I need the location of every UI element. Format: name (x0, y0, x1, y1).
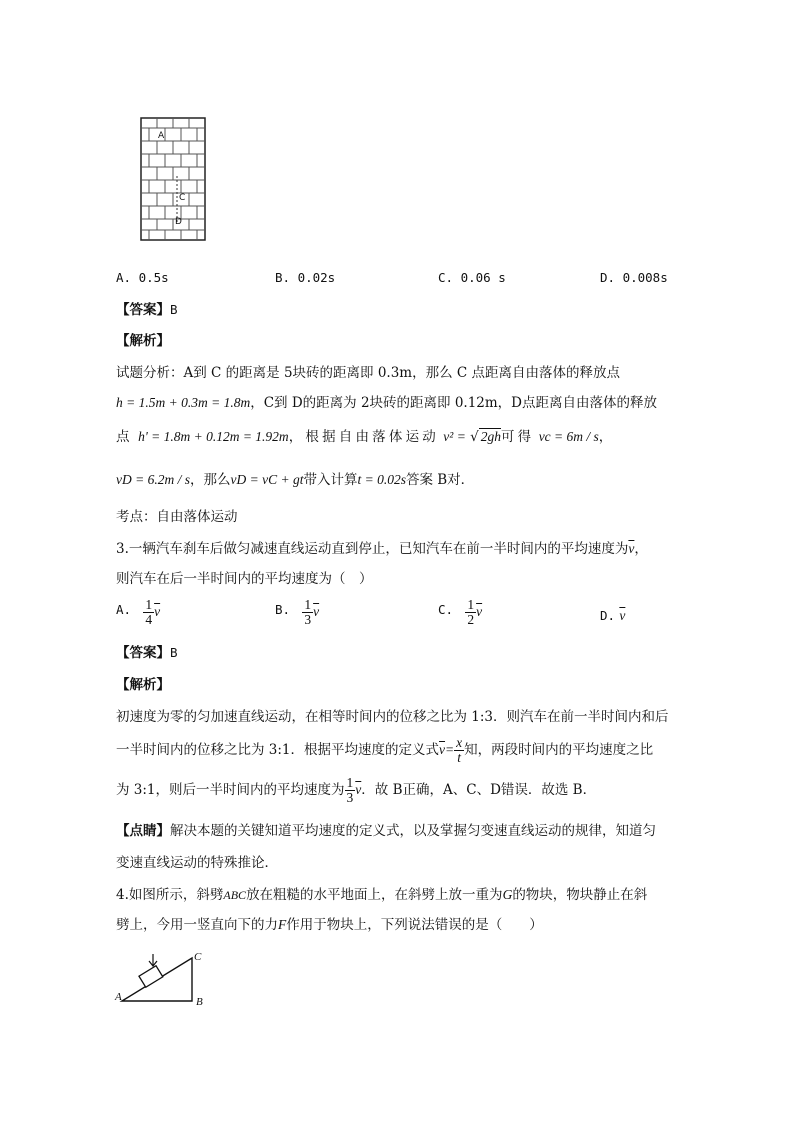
q3-stem-pre: 3.一辆汽车刹车后做匀减速直线运动直到停止，已知汽车在前一半时间内的平均速度为 (116, 541, 629, 557)
q3-line2-eq: = (445, 742, 455, 757)
q3-dianjing-line2: 变速直线运动的特殊推论． (116, 855, 278, 871)
q3-analysis-line3 (116, 776, 596, 812)
q3-option-c-label: C. (438, 602, 454, 617)
q2-t: t = 0.02s (357, 472, 406, 487)
q2-analysis-line3: 点 h' = 1.8m + 0.12m = 1.92m，根据自由落体运动 v² = √ 2gh可得 vc = 6m / s， (116, 429, 613, 445)
q2-line4-mid2: 带入计算 (303, 472, 358, 488)
vertex-c-label: C (194, 951, 202, 963)
q3-vbar: $\overline{v}$ (628, 541, 635, 556)
q2-vd-eq: vD = vC + gt (230, 472, 304, 487)
point-c-label: C (179, 193, 186, 203)
q2-line3-pre: 点 (116, 429, 130, 445)
q2-analysis-line4 (116, 469, 474, 491)
q2-math-h-prime: h' = 1.8m + 0.12m = 1.92m (138, 429, 289, 444)
answer-label: 【答案】 (116, 302, 170, 318)
q2-line4-mid: ，那么 (189, 472, 231, 488)
q4-stem-pre: 4.如图所示，斜劈 (116, 887, 224, 903)
q3-option-a (116, 598, 160, 638)
q3-stem-line1 (116, 538, 648, 560)
q4-stem2-post: 作用于物块上，下列说法错误的是（ ） (286, 917, 543, 933)
q2-analysis-line1: 试题分析：A到 C 的距离是 5块砖的距离即 0.3m，那么 C 点距离自由落体的释放点 (116, 365, 621, 381)
q3-option-b (275, 598, 319, 638)
q3-line3-den: 3 (346, 790, 354, 805)
q2-line2-text: ，C到 D的距离为 2块砖的距离即 0.12m，D点距离自由落体的释放 (250, 395, 658, 411)
q2-formula-lhs: v² = (443, 429, 466, 444)
q4-g: G (502, 887, 513, 902)
q3-c-num: 1 (467, 597, 475, 612)
q3-line3-pre: 为 3:1，则后一半时间内的平均速度为 (116, 782, 345, 798)
point-d-label: D (175, 217, 182, 227)
q3-option-d (600, 608, 625, 624)
q3-option-c (438, 598, 482, 638)
q3-line3-post: ．故 B正确，A、C、D错误．故选 B． (361, 782, 597, 798)
q3-a-den: 4 (145, 612, 153, 627)
q3-line2-num: x (456, 735, 463, 750)
q2-option-d: D. 0.008s (600, 270, 668, 285)
block-shape (139, 966, 163, 988)
q2-option-b: B. 0.02s (275, 270, 336, 285)
q3-a-num: 1 (145, 597, 153, 612)
q3-dianjing-text1: 解决本题的关键知道平均速度的定义式，以及掌握匀变速直线运动的规律，知道匀 (170, 823, 656, 839)
q3-option-d-label: D. (600, 608, 616, 623)
q4-stem-post: 的物块，物块静止在斜 (512, 887, 648, 903)
point-a-label: A (158, 131, 165, 141)
brick-wall-figure (136, 114, 208, 242)
q3-stem-line2: 则汽车在后一半时间内的平均速度为（ ） (116, 571, 373, 587)
q2-math-h: h = 1.5m + 0.3m = 1.8m (116, 395, 251, 410)
q3-line2-den: t (457, 750, 462, 765)
q2-vc: vc = 6m / s (538, 429, 599, 444)
answer-label: 【答案】 (116, 645, 170, 661)
vertex-b-label: B (196, 996, 203, 1008)
q3-stem-post: ， (634, 541, 648, 557)
q4-stem2-pre: 劈上，今用一竖直向下的力 (116, 917, 278, 933)
q4-stem-line1 (116, 884, 647, 906)
q3-c-var: $\overline{v}$ (476, 604, 483, 619)
q3-b-var: $\overline{v}$ (313, 604, 320, 619)
q2-analysis-line2 (116, 392, 657, 414)
q3-b-num: 1 (304, 597, 312, 612)
q2-line3-after: 可得 (500, 429, 535, 445)
q3-line2-var: $\overline{v}$ (439, 742, 446, 757)
q3-line2-post: 知，两段时间内的平均速度之比 (464, 742, 654, 758)
q2-analysis-label: 【解析】 (116, 333, 170, 349)
q3-line2-pre: 一半时间内的位移之比为 3:1．根据平均速度的定义式 (116, 742, 440, 758)
vertex-a-label: A (115, 991, 122, 1003)
q4-abc: ABC (223, 888, 247, 902)
q3-option-b-label: B. (275, 602, 291, 617)
q3-analysis-label: 【解析】 (116, 677, 170, 693)
q3-analysis-line1: 初速度为零的匀加速直线运动，在相等时间内的位移之比为 1:3．则汽车在前一半时间内和后 (116, 709, 669, 725)
q2-vd: vD = 6.2m / s (116, 472, 190, 487)
q3-a-var: $\overline{v}$ (154, 604, 161, 619)
q2-kaodian: 考点：自由落体运动 (116, 509, 238, 525)
q3-dianjing-label: 【点睛】 (116, 823, 170, 839)
answer-value: B (170, 645, 178, 660)
q3-dianjing-line1 (116, 820, 656, 842)
q3-b-den: 3 (304, 612, 312, 627)
q2-option-c: C. 0.06 s (438, 270, 506, 285)
q2-answer (116, 299, 178, 321)
q3-line3-var: $\overline{v}$ (355, 782, 362, 797)
q2-line4-end: 答案 B对． (405, 472, 475, 488)
q3-c-den: 2 (467, 612, 475, 627)
q3-option-a-label: A. (116, 602, 132, 617)
incline-figure (114, 948, 214, 1008)
answer-value: B (170, 302, 178, 317)
q3-d-var: $\overline{v}$ (619, 608, 626, 623)
q2-line3-mid: ，根据自由落体运动 (288, 429, 439, 445)
q3-line3-num: 1 (346, 775, 354, 790)
q4-f: F (278, 917, 287, 932)
q3-answer (116, 642, 178, 664)
q2-formula-sqrt: 2gh (480, 429, 501, 444)
q3-analysis-line2 (116, 736, 653, 772)
q4-stem-line2 (116, 914, 543, 936)
q2-option-a: A. 0.5s (116, 270, 169, 285)
q4-stem-mid: 放在粗糙的水平地面上，在斜劈上放一重为 (246, 887, 503, 903)
